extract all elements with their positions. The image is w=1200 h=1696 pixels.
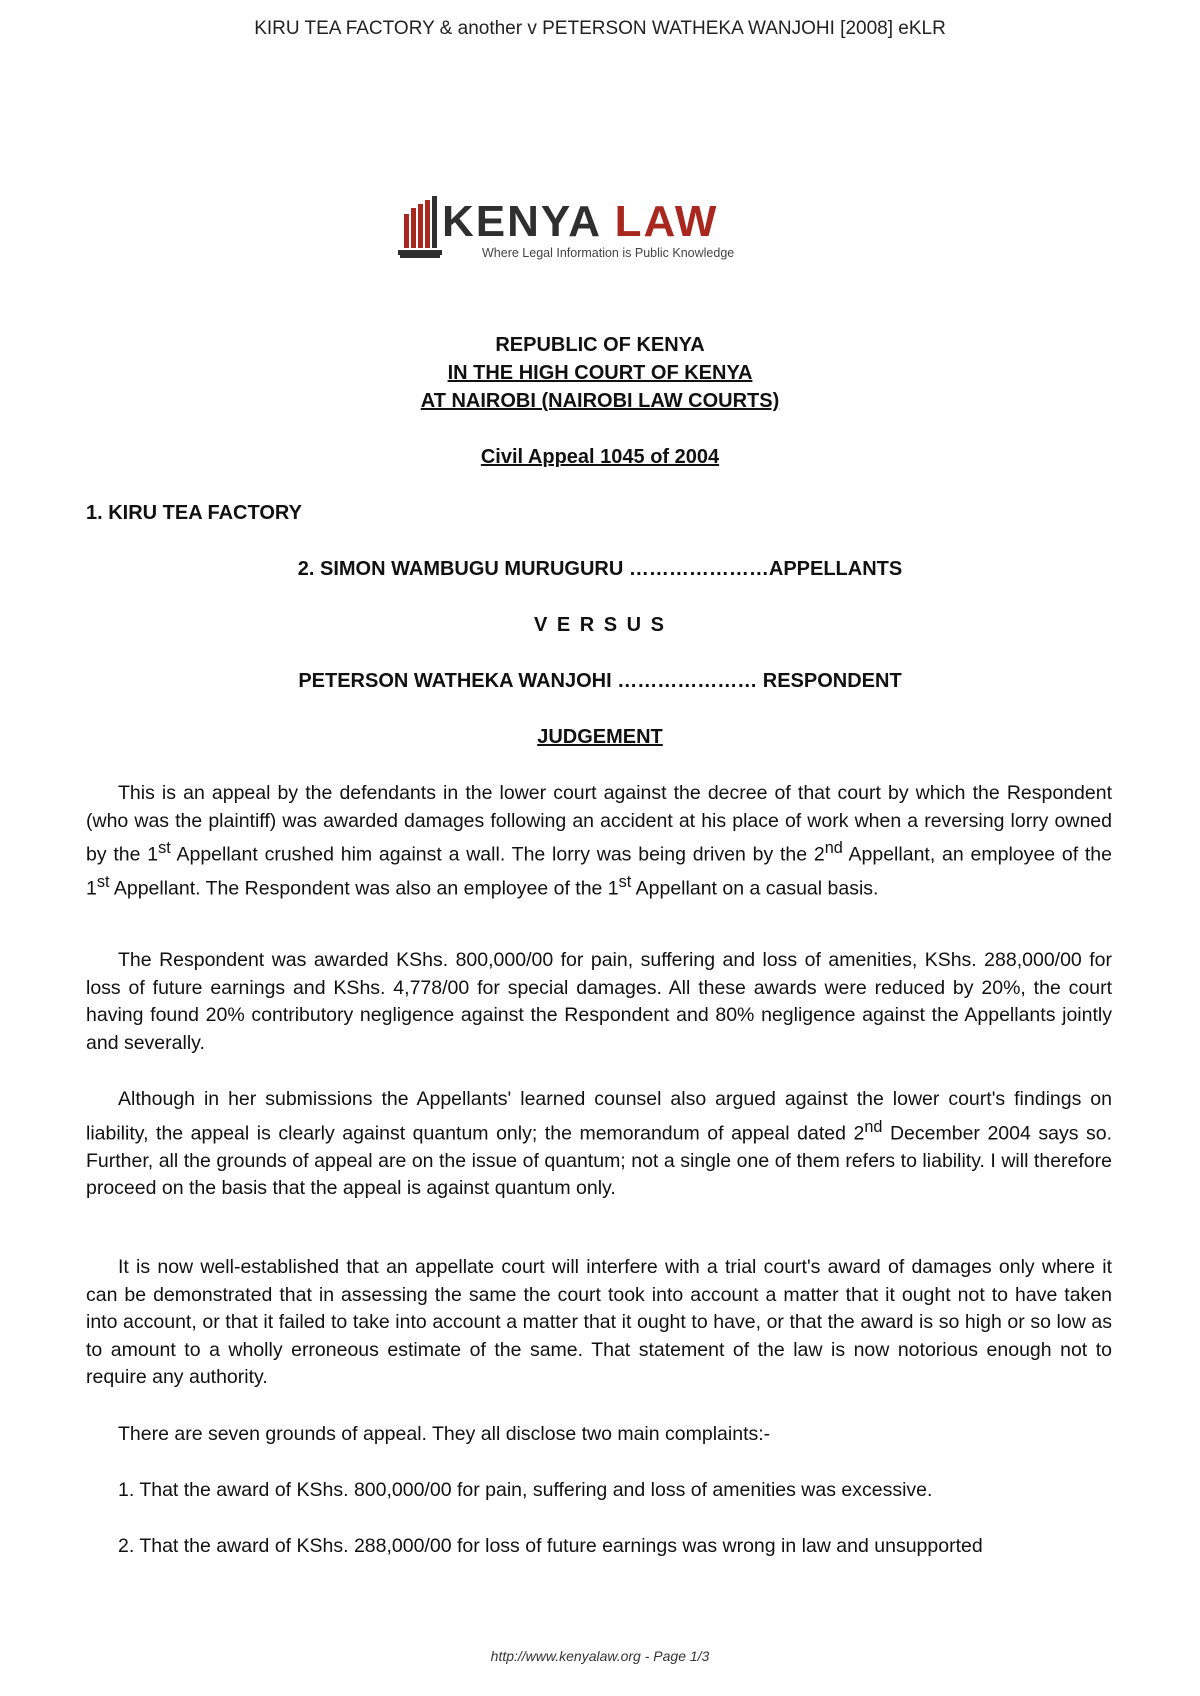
judgement-body — [86, 780, 1112, 903]
judgement-heading: JUDGEMENT — [537, 726, 663, 748]
paragraph-3: Although in her submissions the Appellants' learned counsel also argued against the lower court's findings on liability, the appeal is clearly against quantum only; the memorandum of appeal dated 2nd December 2004 says so. Further, all the grounds of appeal are on the issue of quantum; not a single one of them refers to liability. I will therefore proceed on the basis that the appeal is against quantum only. — [86, 1088, 1112, 1199]
list-item: 2. That the award of KShs. 288,000/00 for loss of future earnings was wrong in law and unsupported — [118, 1535, 983, 1557]
logo-word-kenya: KENYA — [442, 197, 601, 246]
versus: V E R S U S — [533, 614, 667, 636]
paragraph-4: It is now well-established that an appellate court will interfere with a trial court's award of damages only where it can be demonstrated that in assessing the same the court took into account a matter that it ought not to have taken into account, or that it failed to take into account a matter that it ought to have, or that the award is so high or so low as to amount to a wholly erroneous estimate of the same. That statement of the law is now notorious enough not to require any authority. — [86, 1256, 1112, 1388]
paragraph-2: The Respondent was awarded KShs. 800,000/00 for pain, suffering and loss of amenities, KShs. 288,000/00 for loss of future earnings and KShs. 4,778/00 for special damages. All these awards were reduced by 20%, the court having found 20% contributory negligence against the Respondent and 80% negligence against the Appellants jointly and severally. — [86, 949, 1112, 1054]
respondent: PETERSON WATHEKA WANJOHI ………………… RESPONDENT — [298, 670, 902, 692]
case-number: Civil Appeal 1045 of 2004 — [480, 446, 720, 468]
page-footer: http://www.kenyalaw.org - Page 1/3 — [490, 1648, 710, 1664]
list-item: 1. That the award of KShs. 800,000/00 for pain, suffering and loss of amenities was excessive. — [118, 1479, 933, 1501]
paragraph-5: There are seven grounds of appeal. They all disclose two main complaints:- — [118, 1423, 771, 1445]
appellant-2: 2. SIMON WAMBUGU MURUGURU …………………APPELLANTS — [297, 558, 903, 580]
republic-heading: REPUBLIC OF KENYA — [495, 334, 705, 356]
logo-word-law: LAW — [614, 197, 719, 246]
judgement-body-5 — [86, 1421, 1112, 1449]
court-location: AT NAIROBI (NAIROBI LAW COURTS) — [420, 390, 780, 412]
logo-wordmark — [442, 198, 718, 246]
complaint-2 — [86, 1533, 1112, 1561]
paragraph-1: This is an appeal by the defendants in the lower court against the decree of that court by which the Respondent (who was the plaintiff) was awarded damages following an accident at his place of work when a reversing lorry owned by the 1st Appellant crushed him against a wall. The lorry was being driven by the 2nd Appellant, an employee of the 1st Appellant. The Respondent was also an employee of the 1st Appellant on a casual basis. — [86, 782, 1113, 900]
judgement-body-4 — [86, 1254, 1112, 1392]
complaint-1 — [86, 1477, 1112, 1505]
kenya-law-logo — [398, 196, 738, 268]
court-name: IN THE HIGH COURT OF KENYA — [447, 362, 753, 384]
judgement-body-3 — [86, 1086, 1112, 1203]
logo-tagline: Where Legal Information is Public Knowledge — [482, 246, 735, 260]
pillars-icon — [398, 196, 442, 260]
running-header: KIRU TEA FACTORY & another v PETERSON WATHEKA WANJOHI [2008] eKLR — [254, 18, 946, 39]
appellant-1: 1. KIRU TEA FACTORY — [86, 502, 302, 524]
judgement-body-2 — [86, 947, 1112, 1057]
